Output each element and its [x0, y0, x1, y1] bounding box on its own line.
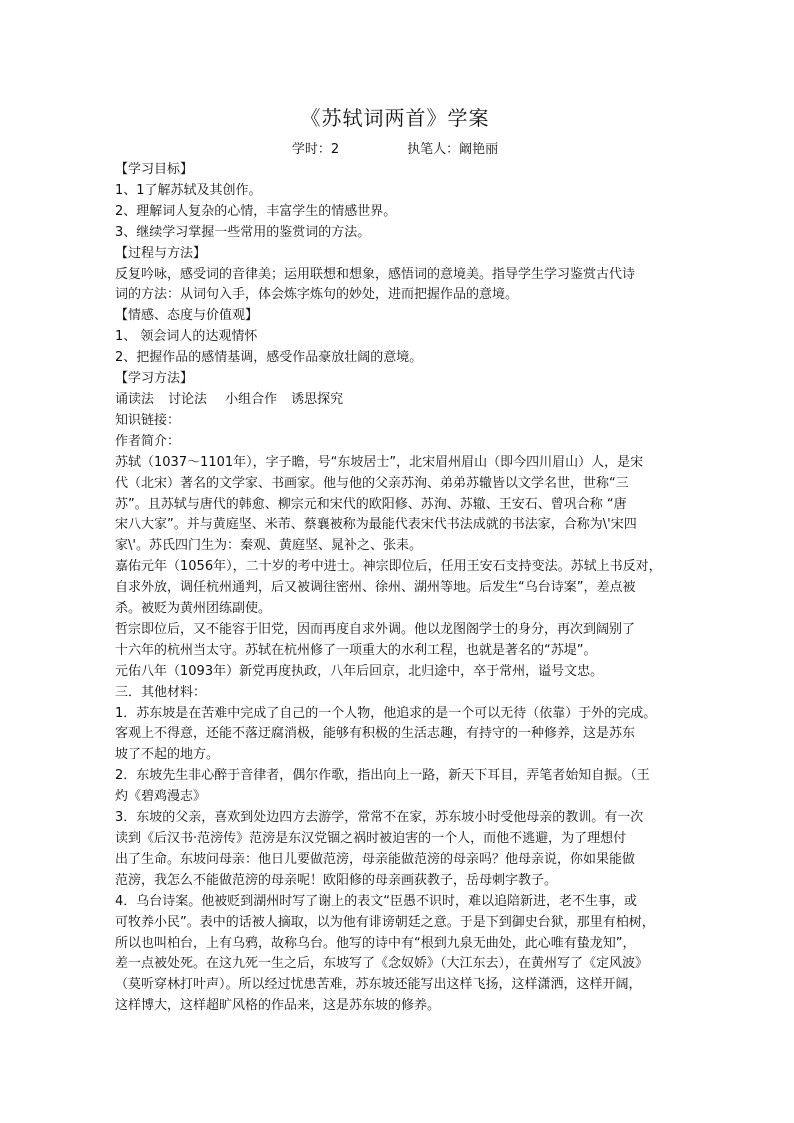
author-line: 代（北宋）著名的文学家、书画家。他与他的父亲苏洵、弟弟苏辙皆以文学名世，世称“三	[115, 475, 629, 491]
class-hours: 学时：2	[291, 142, 340, 157]
process-line: 词的方法：从词句入手，体会炼字炼句的妙处，进而把握作品的意境。	[115, 287, 519, 303]
goal-item: 3、继续学习掌握一些常用的鉴赏词的方法。	[115, 224, 371, 240]
other-line: 4．乌台诗案。他被贬到湖州时写了谢上的表文“臣愚不识时，难以追陪新进，老不生事，或	[115, 893, 638, 909]
emotion-item: 2、把握作品的感情基调，感受作品豪放壮阔的意境。	[115, 350, 423, 366]
author-line: 苏”。且苏轼与唐代的韩愈、柳宗元和宋代的欧阳修、苏洵、苏辙、王安石、曾巩合称 “唐	[115, 496, 627, 512]
other-line: 这样博大，这样超旷风格的作品来，这是苏东坡的修养。	[115, 998, 441, 1014]
document-title: 《苏轼词两首》学案	[300, 106, 490, 130]
author-line: 哲宗即位后，又不能容于旧党，因而再度自求外调。他以龙图阁学士的身分，再次到阔别了	[115, 621, 636, 637]
document-meta	[115, 140, 675, 160]
author-line: 十六年的杭州当太守。苏轼在杭州修了一项重大的水利工程，也就是著名的“苏堤”。	[115, 642, 597, 658]
author-intro-label: 作者简介：	[115, 433, 181, 449]
process-line: 反复吟咏，感受词的音律美；运用联想和想象，感悟词的意境美。指导学生学习鉴赏古代诗	[115, 266, 636, 282]
other-line: 差一点被处死。在这九死一生之后，东坡写了《念奴娇》（大江东去），在黄州写了《定风波》	[115, 956, 649, 972]
author-line: 杀。被贬为黄州团练副使。	[115, 601, 272, 617]
methods-heading: 【学习方法】	[115, 371, 194, 387]
other-line: （莫听穿林打叶声）。所以经过忧患苦难，苏东坡还能写出这样飞扬，这样潇洒，这样开阔，	[115, 977, 642, 993]
author-name: 执笔人：阚艳丽	[407, 142, 499, 157]
methods-list	[115, 390, 675, 411]
author-line: 嘉佑元年（1056年），二十岁的考中进士。神宗即位后，任用王安石支持变法。苏轼上书反对，	[115, 559, 662, 575]
goal-item: 1、1了解苏轼及其创作。	[115, 182, 262, 198]
other-line: 范滂，我怎么不能做范滂的母亲呢！欧阳修的母亲画荻教子，岳母刺字教子。	[115, 872, 558, 888]
author-line: 家\'。苏氏四门生为：秦观、黄庭坚、晁补之、张耒。	[115, 538, 422, 554]
author-line: 自求外放，调任杭州通判，后又被调往密州、徐州、湖州等地。后发生“乌台诗案”，差点被	[115, 580, 636, 596]
method-item: 讨论法	[168, 391, 208, 407]
other-line: 出了生命。东坡问母亲：他日儿要做范滂，母亲能做范滂的母亲吗？他母亲说，你如果能做	[115, 851, 636, 867]
method-item: 诵读法	[115, 391, 155, 407]
other-line: 可牧养小民”。表中的话被人摘取，以为他有诽谤朝廷之意。于是下到御史台狱，那里有柏树，	[115, 914, 655, 930]
other-heading: 三．其他材料：	[115, 684, 207, 700]
method-item: 诱思探究	[291, 391, 344, 407]
process-heading: 【过程与方法】	[115, 245, 207, 261]
other-line: 所以也叫柏台，上有乌鸦，故称乌台。他写的诗中有“根到九泉无曲处，此心唯有蛰龙知”，	[115, 935, 636, 951]
author-line: 苏轼（1037～1101年），字子瞻，号“东坡居士”，北宋眉州眉山（即今四川眉山）人，是宋	[115, 454, 644, 470]
goals-heading: 【学习目标】	[115, 162, 194, 177]
emotion-heading: 【情感、态度与价值观】	[115, 308, 259, 324]
document-page	[115, 100, 675, 1017]
emotion-item: 1、 领会词人的达观情怀	[115, 329, 258, 345]
other-line: 读到《后汉书·范滂传》范滂是东汉党锢之祸时被迫害的一个人，而他不逃避，为了理想付	[115, 831, 627, 846]
other-line: 坡了不起的地方。	[115, 747, 220, 763]
other-line: 2．东坡先生非心醉于音律者，偶尔作歌，指出向上一路，新天下耳目，弄笔者始知自振。（王	[115, 768, 650, 784]
other-line: 1．苏东坡是在苦难中完成了自己的一个人物，他追求的是一个可以无待（依靠）于外的完成。	[115, 705, 657, 721]
other-line: 3．东坡的父亲，喜欢到处边四方去游学，常常不在家，苏东坡小时受他母亲的教训。有一次	[115, 810, 644, 826]
author-line: 宋八大家”。并与黄庭坚、米芾、蔡襄被称为最能代表宋代书法成就的书法家，合称为\'宋四	[115, 517, 637, 533]
method-item: 小组合作	[221, 391, 278, 407]
author-line: 元佑八年（1093年）新党再度执政，八年后回京，北归途中，卒于常州，谥号文忠。	[115, 663, 604, 679]
goal-item: 2、理解词人复杂的心情，丰富学生的情感世界。	[115, 203, 397, 219]
other-line: 灼《碧鸡漫志》	[115, 789, 207, 805]
other-line: 客观上不得意，还能不落迂腐消极，能够有积极的生活志趣，有持守的一种修养，这是苏东	[115, 726, 636, 742]
knowledge-label: 知识链接：	[115, 412, 181, 428]
